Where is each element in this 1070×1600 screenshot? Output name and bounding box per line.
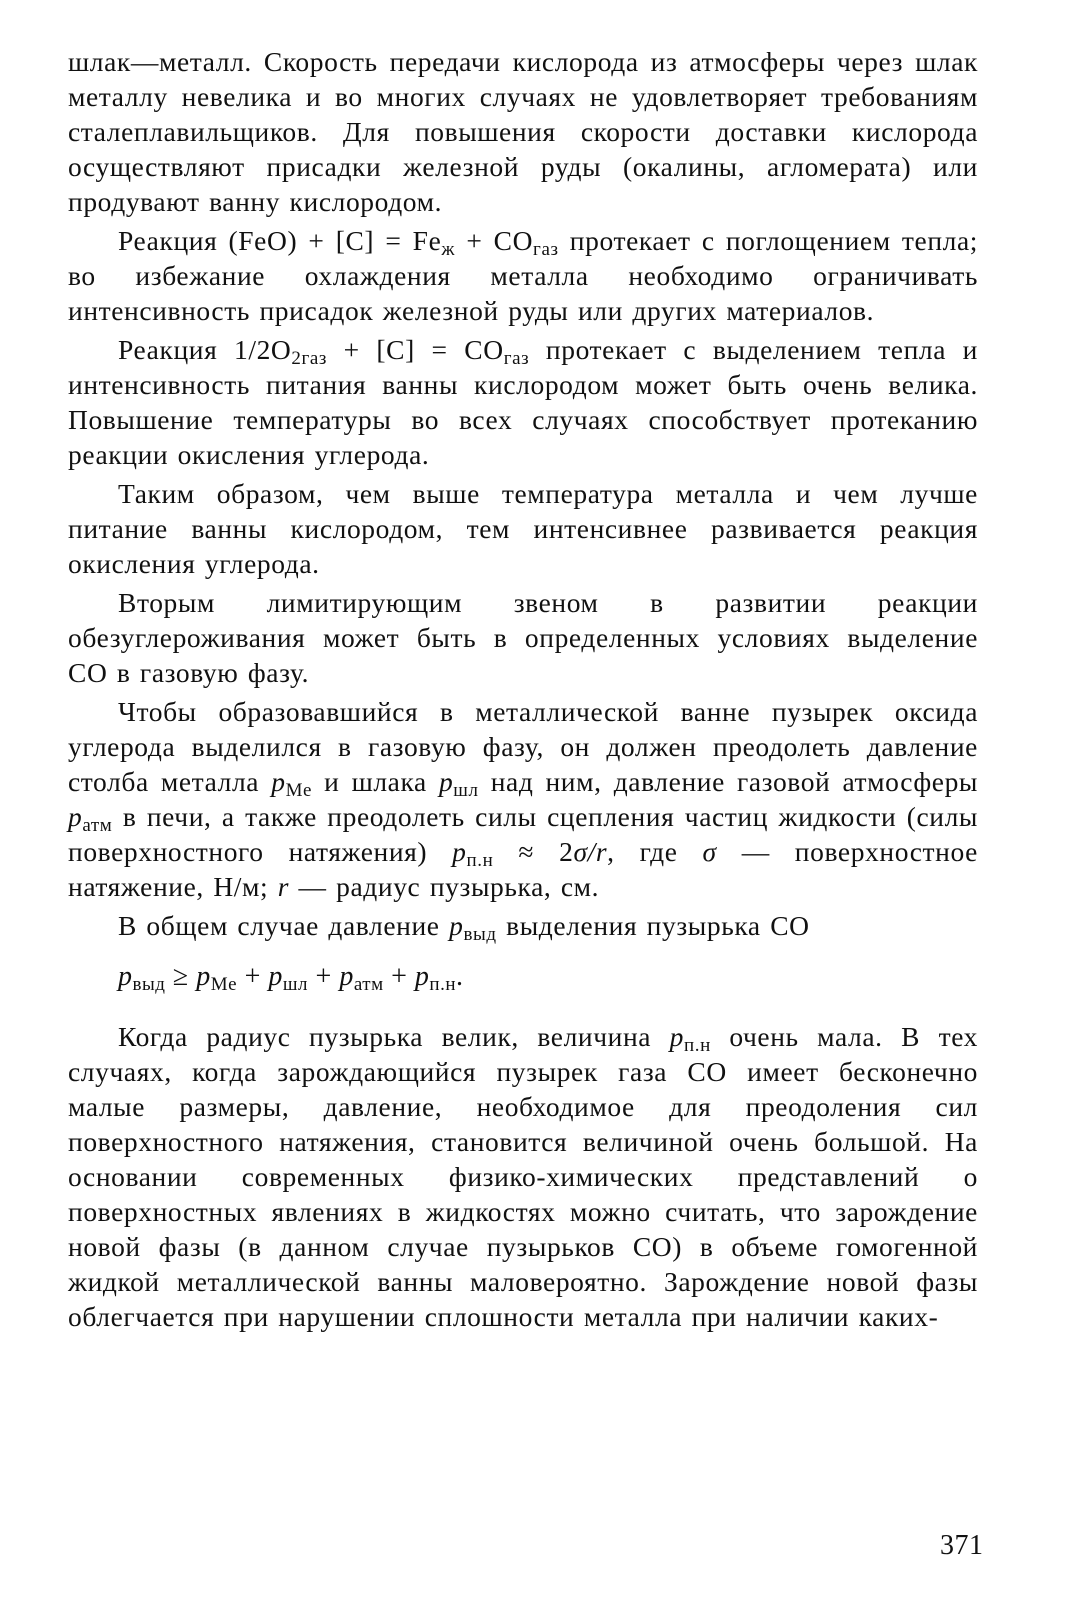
math-symbol: p xyxy=(452,836,467,867)
subscript: шл xyxy=(282,974,309,995)
text-run: и шлака xyxy=(312,766,439,797)
text-run: выделения пузырька CO xyxy=(496,910,810,941)
math-symbol: p xyxy=(196,961,211,992)
text-run: + xyxy=(308,961,340,992)
subscript: выд xyxy=(463,924,497,945)
subscript: Me xyxy=(285,780,313,801)
subscript: п.н xyxy=(429,974,456,995)
text-run: + xyxy=(237,961,269,992)
text-run: — радиус пузырька, см. xyxy=(289,871,600,902)
subscript: ж xyxy=(441,239,456,260)
subscript: п.н xyxy=(466,850,494,871)
text-run: — поверхностное натяжение, Н/м; xyxy=(68,836,978,902)
paragraph xyxy=(68,476,978,581)
text-run: над ним, давление газовой атмосферы xyxy=(478,766,978,797)
text-run: Чтобы образовавшийся в металлической ванне пузырек оксида углерода выделился в газовую фазу, он должен преодолеть давление столба металла xyxy=(68,696,978,797)
text-run: + [C] = CO xyxy=(327,334,504,365)
paragraph xyxy=(68,585,978,690)
text-run: В общем случае давление xyxy=(118,910,450,941)
math-symbol: σ/r xyxy=(573,836,608,867)
math-symbol: p xyxy=(271,766,286,797)
subscript: газ xyxy=(503,348,530,369)
text-run: шлак—металл. Скорость передачи кислорода из атмосферы через шлак металлу невелика и во многих случаях не удовлетворяет требованиям сталеплавильщиков. Для повышения скорости доставки кислорода осуществляют присадки железной руды (окалины, агломерата) или продувают ванну кислородом. xyxy=(68,46,978,217)
pressure-formula xyxy=(118,957,978,997)
body-text xyxy=(68,44,978,943)
paragraph xyxy=(68,223,978,328)
math-symbol: p xyxy=(669,1021,684,1052)
text-run: Вторым лимитирующим звеном в развитии реакции обезуглероживания может быть в определенных условиях выделение CO в газовую фазу. xyxy=(68,587,978,688)
subscript: газ xyxy=(533,239,559,260)
subscript: атм xyxy=(82,815,113,836)
text-run: . xyxy=(456,961,464,992)
text-run: Реакция (FeO) + [C] = Fe xyxy=(118,225,442,256)
subscript: атм xyxy=(353,974,384,995)
math-symbol: p xyxy=(438,766,454,797)
text-run: протекает с поглощением тепла; во избежание охлаждения металла необходимо ограничивать интенсивность присадок железной руды или других материалов. xyxy=(68,225,979,326)
subscript: выд xyxy=(132,974,166,995)
text-run: + xyxy=(383,961,415,992)
text-run: Таким образом, чем выше температура металла и чем лучше питание ванны кислородом, тем интенсивнее развивается реакция окисления углерода. xyxy=(68,478,978,579)
paragraph xyxy=(68,332,978,472)
page-number: 371 xyxy=(940,1530,984,1561)
text-run: ≥ xyxy=(165,961,197,992)
math-symbol: p xyxy=(68,801,83,832)
paragraph xyxy=(68,1019,978,1334)
paragraph xyxy=(68,694,978,904)
text-run: Реакция 1/2O xyxy=(118,334,292,365)
math-symbol: p xyxy=(339,961,354,992)
text-run: ≈ 2 xyxy=(493,836,574,867)
paragraph xyxy=(68,44,978,219)
math-symbol: p xyxy=(118,961,133,992)
math-symbol: p xyxy=(414,961,430,992)
text-run: в печи, а также преодолеть силы сцепления частиц жидкости (силы поверхностного натяжения) xyxy=(68,801,978,867)
text-run: протекает с выделением тепла и интенсивность питания ванны кислородом может быть очень велика. Повышение температуры во всех случаях способствует протеканию реакции окисления углерода. xyxy=(68,334,978,470)
closing-text xyxy=(68,1019,978,1334)
text-run: + CO xyxy=(455,225,534,256)
math-symbol: σ xyxy=(702,836,717,867)
paragraph xyxy=(68,908,978,943)
math-symbol: p xyxy=(268,961,283,992)
math-symbol: r xyxy=(277,871,290,902)
text-run: очень мала. В тех случаях, когда зарождающийся пузырек газа CO имеет бесконечно малые размеры, давление, необходимое для преодоления сил поверхностного натяжения, становится величиной очень большой. На основании современных физико-химических представлений о поверхностных явлениях в жидкостях можно считать, что зарождение новой фазы (в данном случае пузырьков CO) в объеме гомогенной жидкой металлической ванны маловероятно. Зарождение новой фазы облегчается при нарушении сплошности металла при наличии каких- xyxy=(68,1021,978,1332)
subscript: шл xyxy=(453,780,479,801)
text-run: , где xyxy=(607,836,703,867)
subscript: Me xyxy=(210,974,238,995)
subscript: 2газ xyxy=(291,348,328,369)
subscript: п.н xyxy=(683,1035,711,1056)
text-run: Когда радиус пузырька велик, величина xyxy=(118,1021,670,1052)
math-symbol: p xyxy=(449,910,464,941)
